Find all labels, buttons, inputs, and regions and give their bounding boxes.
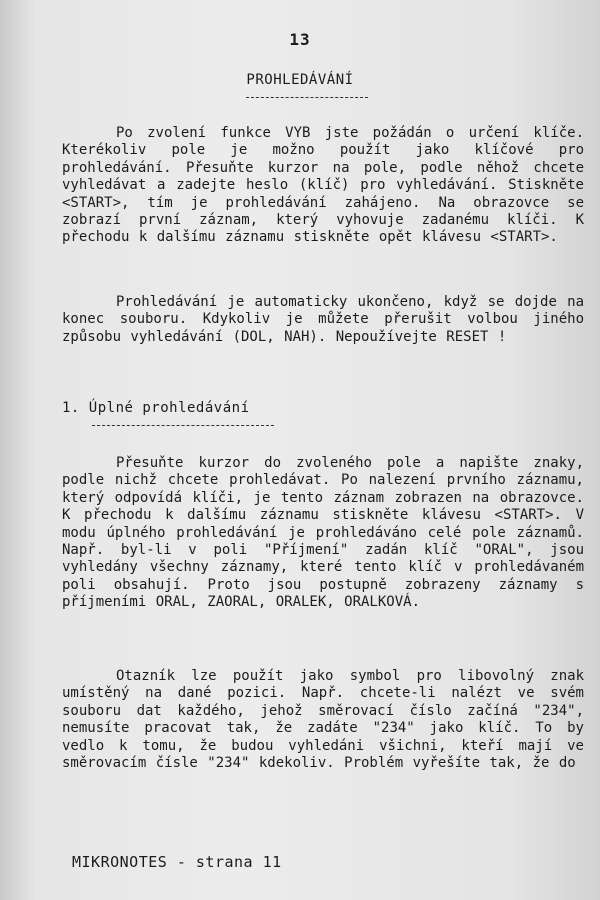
page-heading: PROHLEDÁVÁNÍ — [246, 72, 354, 88]
section-underline — [92, 425, 274, 426]
heading-underline — [246, 97, 368, 98]
paragraph-termination-text: Prohledávání je automaticky ukončeno, když se dojde na konec souboru. Kdykoliv je můžete přerušit volbou jiného způsobu vyhledávání (DOL, NAH). Nepoužívejte RESET ! — [62, 294, 584, 345]
paragraph-intro — [62, 125, 584, 247]
page-footer: MIKRONOTES - strana 11 — [72, 853, 282, 871]
paragraph-wildcard — [62, 668, 584, 772]
paragraph-wildcard-text: Otazník lze použít jako symbol pro libovolný znak umístěný na dané pozici. Např. chcete-li nalézt ve svém souboru dat každého, jehož směrovací číslo začíná "234", nemusíte pracovat tak, že zadáte "234" jako klíč. To by vedlo k tomu, že budou vyhledáni všichni, kteří mají ve směrovacím čísle "234" kdekoliv. Problém vyřešíte tak, že do — [62, 668, 584, 772]
paragraph-full-search — [62, 455, 584, 612]
page-number: 13 — [289, 30, 311, 49]
paragraph-intro-text: Po zvolení funkce VYB jste požádán o určení klíče. Kterékoliv pole je možno použít jako klíčové pro prohledávání. Přesuňte kurzor na pole, podle něhož chcete vyhledávat a zadejte heslo (klíč) pro vyhledávání. Stiskněte <START>, tím je prohledávání zahájeno. Na obrazovce se zobrazí první záznam, který vyhovuje zadanému klíči. K přechodu k dalšímu záznamu stiskněte opět klávesu <START>. — [62, 125, 584, 246]
paragraph-full-search-text: Přesuňte kurzor do zvoleného pole a napište znaky, podle nichž chcete prohledávat. Po nalezení prvního záznamu, který odpovídá klíči, je tento záznam zobrazen na obrazovce. K přechodu k dalšímu záznamu stiskněte klávesu <START>. V modu úplného prohledávání je prohledáváno celé pole záznamů. Např. byl-li v poli "Příjmení" zadán klíč "ORAL", jsou vyhledány všechny záznamy, které tento klíč v prohledávaném poli obsahují. Proto jsou postupně zobrazeny záznamy s příjmeními ORAL, ZAORAL, ORALEK, ORALKOVÁ. — [62, 455, 584, 611]
section-title: 1. Úplné prohledávání — [62, 400, 250, 416]
paragraph-termination — [62, 294, 584, 346]
